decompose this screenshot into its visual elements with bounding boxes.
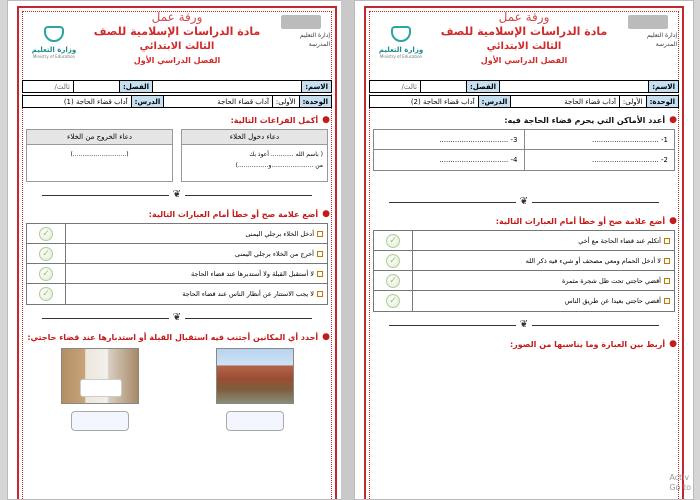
- check-mark-icon[interactable]: ✓: [39, 267, 53, 281]
- worksheet-page-2: [354, 0, 694, 500]
- tf-section-title: [371, 216, 677, 226]
- table-row: [374, 291, 674, 311]
- school-label: المدرسة: [655, 41, 677, 48]
- bullet-icon: ●: [669, 216, 677, 226]
- place-cell[interactable]: 2- ..............................: [524, 150, 675, 170]
- checkbox-icon: [317, 231, 323, 237]
- statement-text: أقضي حاجتي بعيدا عن طريق الناس: [564, 297, 661, 305]
- ornament-icon: ❦: [172, 312, 182, 323]
- checkbox-icon: [664, 298, 670, 304]
- ornament-divider: [42, 188, 312, 202]
- unit-label: الوحدة:: [646, 96, 678, 107]
- lesson-label: الدرس:: [131, 96, 164, 107]
- place-cell[interactable]: 4- ...............................: [439, 156, 518, 164]
- statement-text: لا أدخل الحمام ومعي مصحف أو شيء فيه ذكر الله: [525, 256, 661, 265]
- edu-admin-label: إدارة التعليم: [300, 32, 330, 39]
- ministry-logo-sub: Ministry of Education: [32, 54, 76, 59]
- bullet-icon: ●: [322, 115, 330, 125]
- table-row: [27, 224, 327, 244]
- ministry-logo-text: وزارة التعليم: [378, 46, 424, 54]
- subject-title: مادة الدراسات الإسلامية للصف: [440, 25, 608, 38]
- picture-choices: [22, 348, 332, 431]
- table-row: [27, 264, 327, 284]
- edu-admin-label: إدارة التعليم: [647, 32, 677, 39]
- ministry-logo: [371, 26, 431, 59]
- check-mark-icon[interactable]: ✓: [386, 294, 400, 308]
- places-section-title: [371, 115, 677, 125]
- bullet-icon: ●: [669, 115, 677, 125]
- student-info-row: [22, 80, 332, 93]
- pick-title: أحدد أي المكانين أجتنب فيه استقبال القبلة أو استدبارها عند قضاء حاجتي:: [27, 332, 319, 342]
- desert-rocks-image: [216, 348, 294, 404]
- table-row: [374, 130, 674, 150]
- table-row: [374, 251, 674, 271]
- ministry-logo-icon: [44, 26, 64, 42]
- table-row: [27, 244, 327, 264]
- fill-column-header: دعاء دخول الخلاء: [182, 130, 327, 145]
- statement-text: أخرج من الخلاء برجلي اليمنى: [234, 249, 314, 258]
- fill-column-body[interactable]: [182, 145, 327, 181]
- answer-box[interactable]: [71, 411, 129, 431]
- unit-value: الأولى:: [272, 96, 299, 107]
- ministry-logo: [24, 26, 84, 59]
- statement-text: لا أستقبل القبلة ولا أستدبرها عند قضاء الحاجة: [190, 269, 314, 278]
- ornament-divider: [389, 195, 659, 209]
- fill-line: ( باسم الله ............ أعوذ بك: [249, 151, 323, 158]
- tf-title: أضع علامة صح أو خطأ أمام العبارات التالية:: [495, 216, 666, 226]
- lesson-value: آداب قضاء الحاجة (2): [410, 97, 475, 106]
- class-field[interactable]: [73, 81, 119, 92]
- worksheet-title: ورقة عمل: [498, 10, 550, 24]
- unit-topic: آداب قضاء الحاجة: [163, 96, 272, 107]
- checkbox-icon: [317, 291, 323, 297]
- ornament-icon: ❦: [172, 189, 182, 200]
- ornament-icon: ❦: [519, 196, 529, 207]
- lesson-info-row: [369, 95, 679, 108]
- bathroom-image: [61, 348, 139, 404]
- fill-section-title: [24, 115, 330, 125]
- bullet-icon: ●: [322, 332, 330, 342]
- grade-field: ثالث/: [54, 82, 70, 91]
- name-label: الاسم:: [301, 81, 331, 92]
- tf-title: أضع علامة صح أو خطأ أمام العبارات التالية:: [148, 209, 319, 219]
- picture-choice: [216, 348, 294, 431]
- unit-label: الوحدة:: [299, 96, 331, 107]
- table-row: [374, 271, 674, 291]
- worksheet-title: ورقة عمل: [151, 10, 203, 24]
- place-cell[interactable]: 3- ...............................: [439, 135, 518, 144]
- grade-title: الثالث الابتدائي: [486, 41, 562, 52]
- statement-text: أدخل الخلاء برجلي اليمنى: [245, 229, 314, 238]
- fill-column: [26, 129, 173, 182]
- ministry-logo-icon: [391, 26, 411, 42]
- page-header: [369, 10, 679, 78]
- name-field[interactable]: [499, 81, 648, 92]
- class-field[interactable]: [420, 81, 466, 92]
- checkbox-icon: [317, 251, 323, 257]
- match-title: أربط بين العبارة وما يناسبها من الصور:: [509, 339, 666, 349]
- table-row: [374, 150, 674, 170]
- places-title: أعدد الأماكن التي يحرم قضاء الحاجة فيه:: [504, 115, 666, 125]
- checkbox-icon: [664, 258, 670, 264]
- page-gutter: [341, 0, 354, 500]
- match-section-title: [371, 339, 677, 349]
- subject-title: مادة الدراسات الإسلامية للصف: [93, 25, 261, 38]
- semester-title: الفصل الدراسي الأول: [480, 56, 568, 65]
- fill-table: [26, 129, 328, 182]
- pick-section-title: [24, 332, 330, 342]
- table-row: [27, 284, 327, 304]
- unit-value: الأولى:: [619, 96, 646, 107]
- check-mark-icon[interactable]: ✓: [39, 287, 53, 301]
- watermark-line: Go to: [669, 483, 691, 492]
- true-false-table: [373, 230, 675, 312]
- fill-line: من ......................و................): [235, 162, 323, 169]
- checkbox-icon: [664, 238, 670, 244]
- bullet-icon: ●: [669, 339, 677, 349]
- unit-topic: آداب قضاء الحاجة: [510, 96, 619, 107]
- bullet-icon: ●: [322, 209, 330, 219]
- watermark-line: Activ: [669, 473, 690, 482]
- semester-title: الفصل الدراسي الأول: [133, 56, 221, 65]
- table-row: [374, 231, 674, 251]
- lesson-label: الدرس:: [478, 96, 511, 107]
- check-mark-icon[interactable]: ✓: [39, 247, 53, 261]
- statement-text: لا يجب الاستتار عن أنظار الناس عند قضاء الحاجة: [182, 290, 314, 298]
- answer-box[interactable]: [226, 411, 284, 431]
- check-mark-icon[interactable]: ✓: [386, 254, 400, 268]
- true-false-table: [26, 223, 328, 305]
- ministry-logo-sub: Ministry of Education: [379, 54, 423, 59]
- ornament-divider: [42, 311, 312, 325]
- student-info-row: [369, 80, 679, 93]
- check-mark-icon[interactable]: ✓: [386, 274, 400, 288]
- fill-column: [181, 129, 328, 182]
- fill-column-header: دعاء الخروج من الخلاء: [27, 130, 172, 145]
- lesson-info-row: [22, 95, 332, 108]
- lesson-value: آداب قضاء الحاجة (1): [63, 97, 128, 106]
- fill-column-body[interactable]: [27, 145, 172, 181]
- class-label: الفصل:: [119, 81, 152, 92]
- class-label: الفصل:: [466, 81, 499, 92]
- worksheet-page-1: [7, 0, 347, 500]
- name-field[interactable]: [152, 81, 301, 92]
- statement-text: أقضي حاجتي تحت ظل شجرة مثمرة: [561, 276, 661, 285]
- picture-choice: [61, 348, 139, 431]
- school-label: المدرسة: [308, 41, 330, 48]
- places-table: [373, 129, 675, 171]
- grade-title: الثالث الابتدائي: [139, 41, 215, 52]
- statement-text: أتكلم عند قضاء الحاجة مع أخي: [578, 236, 661, 245]
- name-label: الاسم:: [648, 81, 678, 92]
- activation-watermark: [669, 473, 691, 493]
- check-mark-icon[interactable]: ✓: [39, 227, 53, 241]
- place-cell[interactable]: 1- ..............................: [524, 130, 675, 149]
- page-header: [22, 10, 332, 78]
- checkbox-icon: [664, 278, 670, 284]
- fill-line: (............................): [70, 151, 129, 158]
- checkbox-icon: [317, 271, 323, 277]
- ministry-logo-text: وزارة التعليم: [31, 46, 77, 54]
- grade-field: ثالث/: [401, 82, 417, 91]
- tf-section-title: [24, 209, 330, 219]
- ornament-divider: [389, 318, 659, 332]
- check-mark-icon[interactable]: ✓: [386, 234, 400, 248]
- ornament-icon: ❦: [519, 319, 529, 330]
- fill-title: أكمل الفراغات التالية:: [230, 115, 319, 125]
